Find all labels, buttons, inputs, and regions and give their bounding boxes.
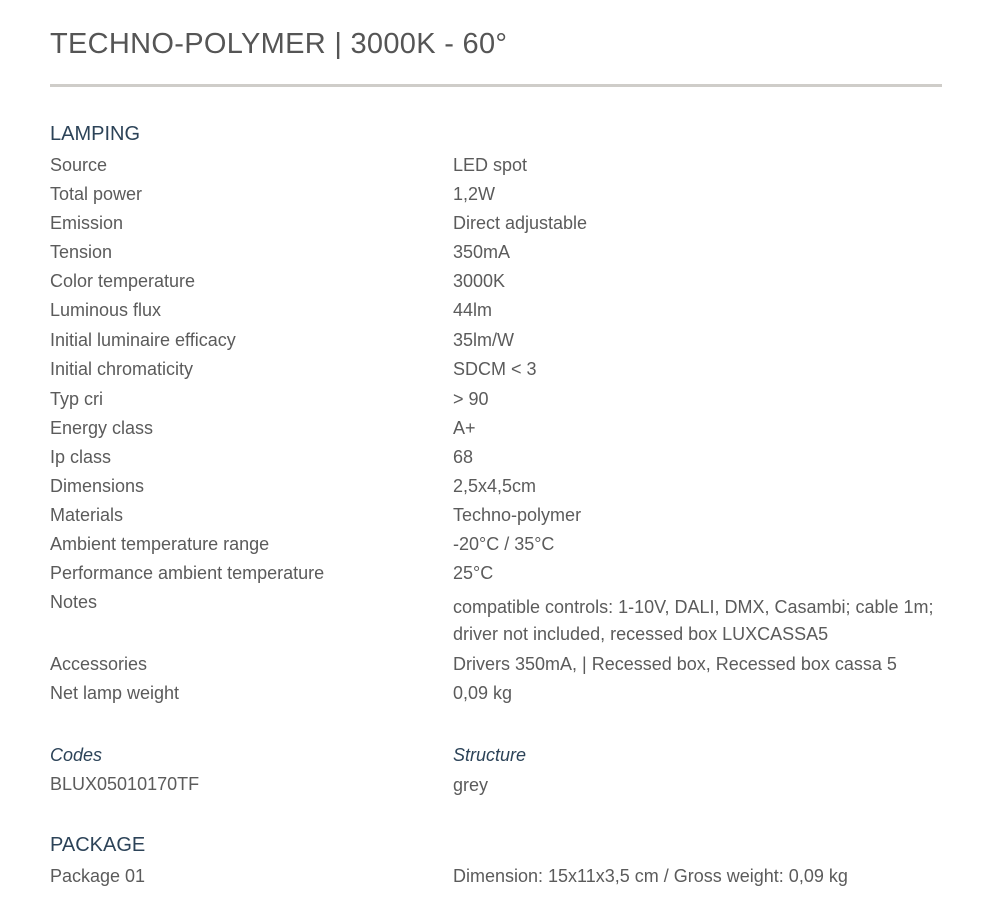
spec-value: 1,2W [453,184,496,204]
spec-value: LED spot [453,155,528,175]
package-heading: PACKAGE [50,834,146,856]
spec-label: Notes [50,592,98,612]
spec-label: Performance ambient temperature [50,563,325,583]
codes-heading: Codes [50,745,103,765]
spec-value: compatible controls: 1-10V, DALI, DMX, Casambi; cable 1m; driver not included, recessed box LUXCASSA5 [453,597,934,644]
spec-value: Drivers 350mA, | Recessed box, Recessed box cassa 5 [453,654,897,674]
page-title: TECHNO-POLYMER | 3000K - 60° [50,28,508,60]
spec-label: Tension [50,242,113,262]
spec-value: A+ [453,418,476,438]
lamping-heading: LAMPING [50,123,141,145]
spec-label: Ambient temperature range [50,534,270,554]
spec-value: 0,09 kg [453,683,513,703]
spec-label: Dimensions [50,476,145,496]
spec-label: Emission [50,213,124,233]
structure-value: grey [453,775,489,795]
spec-label: Ip class [50,447,112,467]
spec-label: Materials [50,505,124,525]
spec-value: 350mA [453,242,511,262]
spec-value: SDCM < 3 [453,359,537,379]
title-divider [50,84,942,87]
spec-label: Net lamp weight [50,683,180,703]
package-label: Package 01 [50,866,146,886]
spec-label: Typ cri [50,389,104,409]
spec-row-notes [0,589,983,649]
spec-value: 3000K [453,271,506,291]
spec-label: Source [50,155,108,175]
product-code: BLUX05010170TF [50,774,200,794]
spec-value: -20°C / 35°C [453,534,555,554]
spec-value: 2,5x4,5cm [453,476,537,496]
spec-label: Initial luminaire efficacy [50,330,236,350]
spec-label: Initial chromaticity [50,359,194,379]
spec-value: Techno-polymer [453,505,582,525]
spec-value: 25°C [453,563,494,583]
package-value: Dimension: 15x11x3,5 cm / Gross weight: 0,09 kg [453,866,848,886]
spec-label: Total power [50,184,143,204]
spec-value: 44lm [453,300,493,320]
spec-value: 35lm/W [453,330,515,350]
spec-value: > 90 [453,389,489,409]
spec-label: Energy class [50,418,154,438]
spec-value: Direct adjustable [453,213,588,233]
spec-value: 68 [453,447,474,467]
structure-heading: Structure [453,745,527,765]
spec-label: Color temperature [50,271,196,291]
spec-label: Luminous flux [50,300,162,320]
spec-label: Accessories [50,654,148,674]
